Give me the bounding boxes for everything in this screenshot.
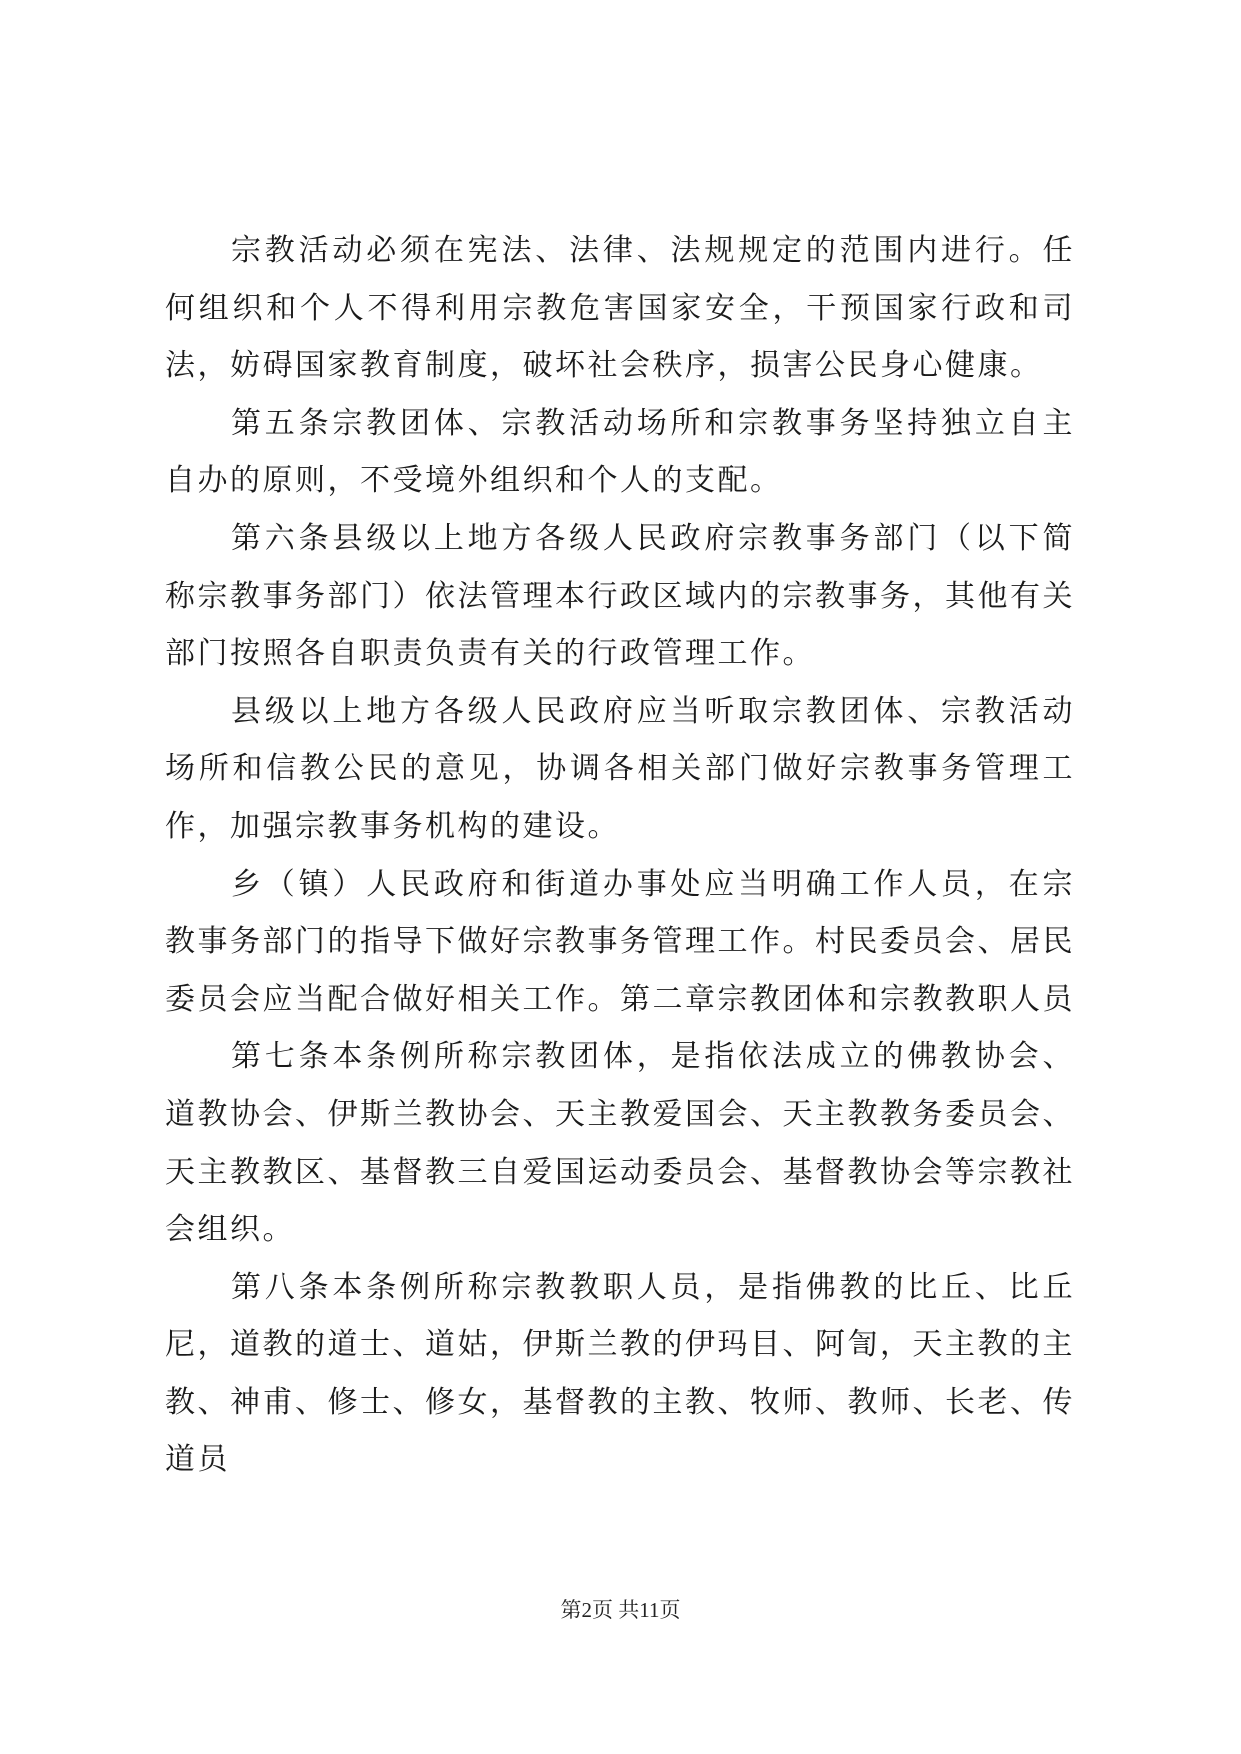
paragraph: 县级以上地方各级人民政府应当听取宗教团体、宗教活动场所和信教公民的意见，协调各相关部门做好宗教事务管理工作，加强宗教事务机构的建设。 bbox=[165, 693, 1075, 844]
paragraph: 第七条本条例所称宗教团体，是指依法成立的佛教协会、道教协会、伊斯兰教协会、天主教爱国会、天主教教务委员会、天主教教区、基督教三自爱国运动委员会、基督教协会等宗教社会组织。 bbox=[165, 1039, 1075, 1248]
body-text bbox=[165, 222, 1075, 1489]
paragraph: 第五条宗教团体、宗教活动场所和宗教事务坚持独立自主自办的原则，不受境外组织和个人的支配。 bbox=[165, 405, 1075, 499]
paragraph: 第六条县级以上地方各级人民政府宗教事务部门（以下简称宗教事务部门）依法管理本行政区域内的宗教事务，其他有关部门按照各自职责负责有关的行政管理工作。 bbox=[165, 520, 1075, 672]
paragraph: 乡（镇）人民政府和街道办事处应当明确工作人员，在宗教事务部门的指导下做好宗教事务管理工作。村民委员会、居民委员会应当配合做好相关工作。第二章宗教团体和宗教教职人员 bbox=[165, 866, 1075, 1017]
page-number-footer: 第2页 共11页 bbox=[560, 1598, 681, 1622]
paragraph: 宗教活动必须在宪法、法律、法规规定的范围内进行。任何组织和个人不得利用宗教危害国家安全，干预国家行政和司法，妨碍国家教育制度，破坏社会秩序，损害公民身心健康。 bbox=[165, 233, 1075, 384]
paragraph: 第八条本条例所称宗教教职人员，是指佛教的比丘、比丘尼，道教的道士、道姑，伊斯兰教的伊玛目、阿訇，天主教的主教、神甫、修士、修女，基督教的主教、牧师、教师、长老、传道员 bbox=[165, 1269, 1075, 1478]
